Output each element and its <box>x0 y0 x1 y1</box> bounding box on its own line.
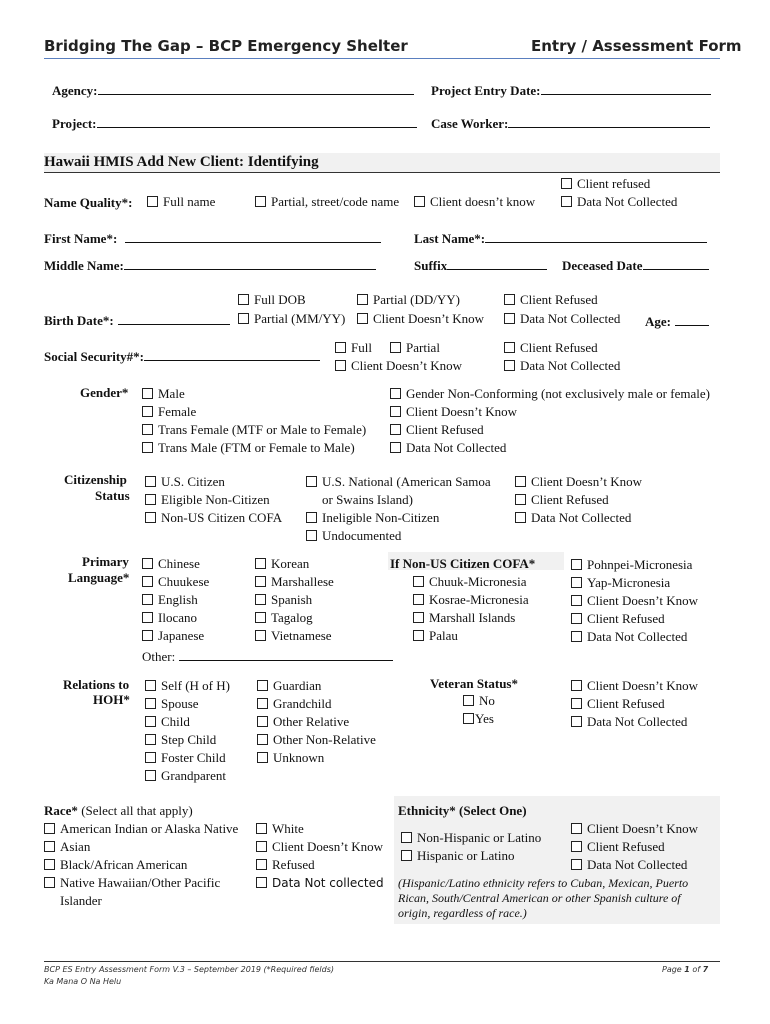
lang-marshallese[interactable]: Marshallese <box>255 573 334 591</box>
rel-grandparent[interactable]: Grandparent <box>145 767 230 785</box>
ssn-full[interactable]: Full <box>335 340 372 356</box>
citizen-eligible-non[interactable]: Eligible Non-Citizen <box>145 491 282 509</box>
lang-english[interactable]: English <box>142 591 209 609</box>
name-quality-dk[interactable]: Client doesn’t know <box>414 194 535 210</box>
relations-col1 <box>145 677 230 785</box>
first-name-field[interactable]: First Name*: <box>44 230 381 247</box>
suffix-field[interactable]: Suffix <box>414 257 547 274</box>
race-dk[interactable]: Client Doesn’t Know <box>256 838 384 856</box>
footer-form-version: BCP ES Entry Assessment Form V.3 – September 2019 (*Required fields) <box>44 965 335 974</box>
last-name-field[interactable]: Last Name*: <box>414 230 707 247</box>
rel-foster-child[interactable]: Foster Child <box>145 749 230 767</box>
gender-female[interactable]: Female <box>142 403 366 421</box>
gender-male[interactable]: Male <box>142 385 366 403</box>
case-worker-field[interactable] <box>431 115 710 132</box>
lang-spanish[interactable]: Spanish <box>255 591 334 609</box>
veteran-dnc[interactable]: Data Not Collected <box>571 713 698 731</box>
rel-grandchild[interactable]: Grandchild <box>257 695 376 713</box>
entry-date-field[interactable] <box>431 82 711 99</box>
rel-child[interactable]: Child <box>145 713 230 731</box>
citizen-dnc[interactable]: Data Not Collected <box>515 509 642 527</box>
project-label: Project: <box>52 116 97 131</box>
eth-non-hispanic[interactable]: Non-Hispanic or Latino <box>401 829 541 847</box>
ethnicity-col1 <box>401 829 541 865</box>
cofa-palau[interactable]: Palau <box>413 627 529 645</box>
gender-left-options <box>142 385 366 457</box>
ethnicity-note-2: Rican, South/Central American or other Spanish culture of <box>398 891 681 905</box>
dob-dnc[interactable]: Data Not Collected <box>504 311 620 327</box>
language-label: Primary <box>82 554 129 569</box>
race-col2 <box>256 820 384 892</box>
form-title: Bridging The Gap – BCP Emergency Shelter <box>44 37 408 55</box>
rel-spouse[interactable]: Spouse <box>145 695 230 713</box>
citizen-undocumented[interactable]: Undocumented <box>306 527 491 545</box>
citizen-ineligible[interactable]: Ineligible Non-Citizen <box>306 509 491 527</box>
cofa-chuuk[interactable]: Chuuk-Micronesia <box>413 573 529 591</box>
race-col1 <box>44 820 238 910</box>
name-quality-dnc[interactable]: Data Not Collected <box>561 194 677 210</box>
eth-dnc[interactable]: Data Not Collected <box>571 856 698 874</box>
gender-trans-female[interactable]: Trans Female (MTF or Male to Female) <box>142 421 366 439</box>
ethnicity-note-1: (Hispanic/Latino ethnicity refers to Cuban, Mexican, Puerto <box>398 876 689 890</box>
citizen-dk[interactable]: Client Doesn’t Know <box>515 473 642 491</box>
dob-partial-mmyy[interactable]: Partial (MM/YY) <box>238 311 345 327</box>
lang-japanese[interactable]: Japanese <box>142 627 209 645</box>
rel-unknown[interactable]: Unknown <box>257 749 376 767</box>
lang-ilocano[interactable]: Ilocano <box>142 609 209 627</box>
ethnicity-label: Ethnicity* (Select One) <box>398 803 527 818</box>
race-dnc[interactable]: Data Not collected <box>256 874 384 892</box>
race-native-hawaiian-cont: Islander <box>60 893 102 908</box>
citizenship-label-2: Status <box>95 488 130 503</box>
cofa-kosrae[interactable]: Kosrae-Micronesia <box>413 591 529 609</box>
age-field[interactable]: Age: <box>645 313 709 330</box>
ssn-refused[interactable]: Client Refused <box>504 340 598 356</box>
footer-rule <box>44 961 720 962</box>
form-subtitle: Entry / Assessment Form <box>531 37 742 55</box>
rel-guardian[interactable]: Guardian <box>257 677 376 695</box>
ssn-dnc[interactable]: Data Not Collected <box>504 358 620 374</box>
section-rule <box>44 172 720 173</box>
rel-other-relative[interactable]: Other Relative <box>257 713 376 731</box>
gender-label: Gender* <box>80 385 129 400</box>
citizenship-col1 <box>145 473 282 527</box>
language-col1 <box>142 555 209 645</box>
race-black[interactable]: Black/African American <box>44 856 238 874</box>
name-quality-label: Name Quality*: <box>44 195 133 210</box>
entry-date-label: Project Entry Date: <box>431 83 541 98</box>
lang-tagalog[interactable]: Tagalog <box>255 609 334 627</box>
citizen-us-national[interactable]: U.S. National (American Samoa <box>306 473 491 491</box>
ssn-partial[interactable]: Partial <box>390 340 440 356</box>
gender-trans-male[interactable]: Trans Male (FTM or Female to Male) <box>142 439 366 457</box>
veteran-yes[interactable]: Yes <box>463 711 494 727</box>
agency-label: Agency: <box>52 83 98 98</box>
relations-label: Relations to <box>63 677 130 692</box>
name-quality-partial[interactable]: Partial, street/code name <box>255 194 399 210</box>
ethnicity-note-3: origin, regardless of race.) <box>398 906 527 920</box>
dob-partial-ddyy[interactable]: Partial (DD/YY) <box>357 292 460 308</box>
agency-field[interactable] <box>52 82 414 99</box>
eth-refused[interactable]: Client Refused <box>571 838 698 856</box>
ethnicity-col2 <box>571 820 698 874</box>
race-refused[interactable]: Refused <box>256 856 384 874</box>
footer-page: Page 1 of 7 <box>662 965 709 974</box>
middle-name-field[interactable]: Middle Name: <box>44 257 376 274</box>
deceased-date-field[interactable]: Deceased Date <box>562 257 709 274</box>
ssn-dk[interactable]: Client Doesn’t Know <box>335 358 462 374</box>
section-title: Hawaii HMIS Add New Client: Identifying <box>44 154 319 170</box>
ssn-field[interactable]: Social Security#*: <box>44 348 320 365</box>
veteran-label: Veteran Status* <box>430 676 518 691</box>
cofa-dnc[interactable]: Data Not Collected <box>571 628 698 646</box>
language-other-field[interactable]: Other: <box>142 648 393 665</box>
rel-other-non-relative[interactable]: Other Non-Relative <box>257 731 376 749</box>
rel-step-child[interactable]: Step Child <box>145 731 230 749</box>
veteran-dk[interactable]: Client Doesn’t Know <box>571 677 698 695</box>
language-label-2: Language* <box>68 570 130 585</box>
race-american-indian[interactable]: American Indian or Alaska Native <box>44 820 238 838</box>
eth-hispanic[interactable]: Hispanic or Latino <box>401 847 541 865</box>
lang-vietnamese[interactable]: Vietnamese <box>255 627 334 645</box>
dob-refused[interactable]: Client Refused <box>504 292 598 308</box>
citizen-us[interactable]: U.S. Citizen <box>145 473 282 491</box>
project-field[interactable] <box>52 115 417 132</box>
eth-dk[interactable]: Client Doesn’t Know <box>571 820 698 838</box>
cofa-col2 <box>571 556 698 646</box>
dob-dk[interactable]: Client Doesn’t Know <box>357 311 484 327</box>
race-heading: Race* (Select all that apply) <box>44 803 193 818</box>
gender-dk[interactable]: Client Doesn’t Know <box>390 403 710 421</box>
citizen-refused[interactable]: Client Refused <box>515 491 642 509</box>
gender-non-conforming[interactable]: Gender Non-Conforming (not exclusively male or female) <box>390 385 710 403</box>
footer-org: Ka Mana O Na Helu <box>44 977 122 986</box>
veteran-refused[interactable]: Client Refused <box>571 695 698 713</box>
birth-date-field[interactable]: Birth Date*: <box>44 312 230 329</box>
cofa-dk[interactable]: Client Doesn’t Know <box>571 592 698 610</box>
citizenship-col3 <box>515 473 642 527</box>
gender-right-options <box>390 385 710 457</box>
cofa-yap[interactable]: Yap-Micronesia <box>571 574 698 592</box>
cofa-marshall[interactable]: Marshall Islands <box>413 609 529 627</box>
veteran-no[interactable]: No <box>463 693 495 709</box>
citizen-cofa[interactable]: Non-US Citizen COFA <box>145 509 282 527</box>
name-quality-full[interactable]: Full name <box>147 194 215 210</box>
cofa-refused[interactable]: Client Refused <box>571 610 698 628</box>
rel-self[interactable]: Self (H of H) <box>145 677 230 695</box>
relations-col2 <box>257 677 376 767</box>
lang-chinese[interactable]: Chinese <box>142 555 209 573</box>
header-rule <box>44 58 720 59</box>
veteran-col2 <box>571 677 698 731</box>
gender-dnc[interactable]: Data Not Collected <box>390 439 710 457</box>
lang-chuukese[interactable]: Chuukese <box>142 573 209 591</box>
citizen-us-national-cont: or Swains Island) <box>322 492 413 507</box>
cofa-pohnpei[interactable]: Pohnpei-Micronesia <box>571 556 698 574</box>
name-quality-refused[interactable]: Client refused <box>561 176 650 192</box>
gender-refused[interactable]: Client Refused <box>390 421 710 439</box>
language-col2 <box>255 555 334 645</box>
ethnicity-note <box>398 876 688 921</box>
race-asian[interactable]: Asian <box>44 838 238 856</box>
cofa-col1 <box>413 573 529 645</box>
citizenship-label: Citizenship <box>64 472 127 487</box>
lang-korean[interactable]: Korean <box>255 555 334 573</box>
citizenship-col2 <box>306 473 491 545</box>
cofa-label: If Non-US Citizen COFA* <box>390 556 536 571</box>
race-native-hawaiian[interactable]: Native Hawaiian/Other Pacific <box>44 874 238 892</box>
case-worker-label: Case Worker: <box>431 116 509 131</box>
dob-full[interactable]: Full DOB <box>238 292 306 308</box>
race-white[interactable]: White <box>256 820 384 838</box>
relations-label-2: HOH* <box>93 692 130 707</box>
